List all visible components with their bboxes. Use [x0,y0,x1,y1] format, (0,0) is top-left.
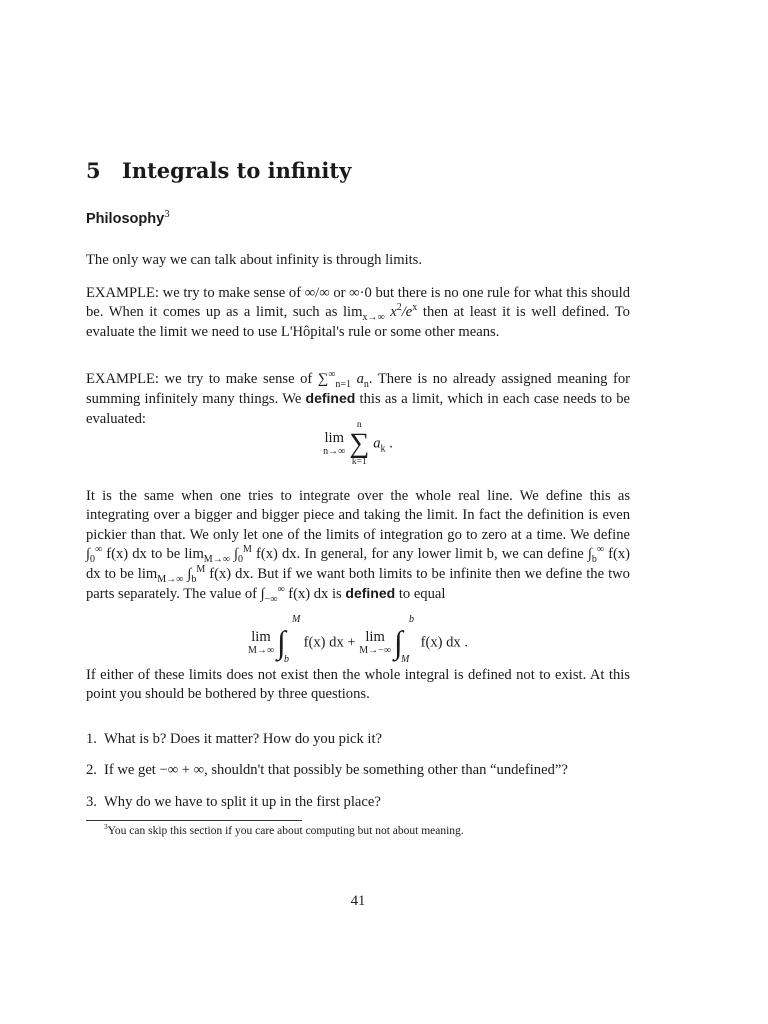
section-heading [86,158,351,183]
equation-improper-integral: lim M→∞ ∫ M b f(x) dx + lim M→−∞ ∫ b M f(x) dx . [247,614,469,665]
section-title: Integrals to infinity [122,158,352,183]
list-item: 1. What is b? Does it matter? How do you pick it? [86,731,383,747]
paragraph-intro: The only way we can talk about infinity is through limits. [86,252,423,268]
integral-symbol: ∫ M b [276,614,301,665]
subsection-heading [86,210,170,227]
paragraph-integral-definition: It is the same when one tries to integrate over the whole real line. We define this as integrating over a bigger and bigger piece and taking the limit. In fact the definition is even pickier than that. We only let one of the limits of integration go to zero at a time. We define $\int_0^\infty$ f(x) dx to be $\lim_{M\to\infty} \int_0^M$ f(x) dx. In general, for any lower limit b, we can define $\int_b^\infty$ f(x) dx to be $\lim_{M\to\infty} \int_b^M$ f(x) dx. But if we want both limits to be infinite then we define the two parts separately. The value of $\int_{-\infty}^\infty$ f(x) dx is defined to equal [86,488,630,605]
equation-sum-limit: lim n→∞ n ∑ k=1 $a_k$ . [323,420,393,467]
page-number: 41 [350,893,366,909]
subsection-title: Philosophy [86,210,165,227]
paragraph-questions-intro: If either of these limits does not exist then the whole integral is defined not to exist. At this point you should be bothered by three questions. [86,667,630,703]
list-item: 2. If we get −∞ + ∞, shouldn't that possibly be something other than “undefined”? [86,762,568,778]
section-number: 5 [86,158,101,183]
summation-symbol: ∑ [349,428,370,459]
paragraph-example-1: EXAMPLE: we try to make sense of ∞/∞ or ∞·0 but there is no one rule for what this should be. When it comes up as a limit, such as $\lim_{x\to\infty} x^2/e^x$ then at least it is well defined. To evaluate the limit we need to use L'Hôpital's rule or some other means. [86,285,630,340]
list-item: 3. Why do we have to split it up in the first place? [86,794,381,810]
footnote: $^3$You can skip this section if you care about computing but not about meaning. [104,822,464,837]
paragraph-example-2: EXAMPLE: we try to make sense of $\sum^\infty_{n=1}$ $a_n$. There is no already assigned meaning for summing infinitely many things. We defined this as a limit, which in each case needs to be evaluated: [86,369,630,427]
footnote-divider [86,820,302,821]
footnote-ref: 3 [164,210,170,220]
integral-symbol: ∫ b M [393,614,414,665]
